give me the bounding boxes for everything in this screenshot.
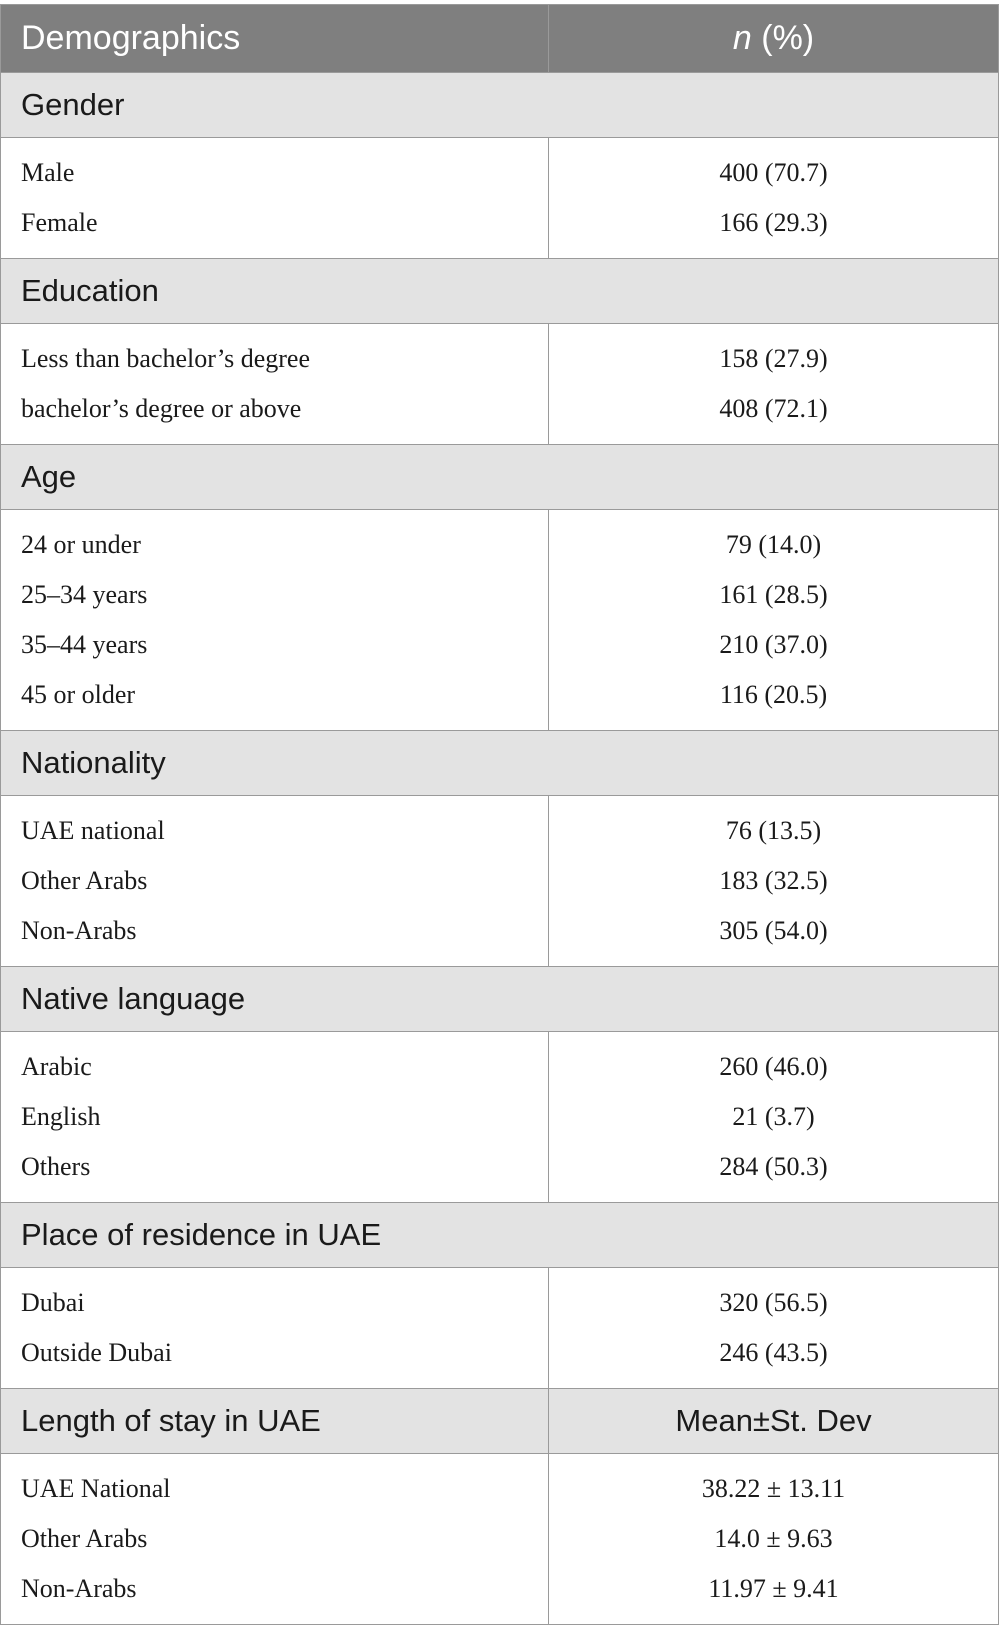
section-body-nationality xyxy=(1,796,999,967)
value-cell xyxy=(549,796,999,967)
row-label: bachelor’s degree or above xyxy=(21,394,302,423)
section-header-age xyxy=(1,445,999,510)
row-label: UAE national xyxy=(21,816,165,845)
label-cell xyxy=(1,510,549,731)
row-value: 246 (43.5) xyxy=(719,1338,828,1367)
section-header-length-of-stay xyxy=(1,1389,999,1454)
row-label: Dubai xyxy=(21,1288,85,1317)
header-n-percent xyxy=(549,5,999,73)
row-value: 11.97 ± 9.41 xyxy=(708,1574,839,1603)
section-header-place-of-residence xyxy=(1,1203,999,1268)
section-right-title: Mean±St. Dev xyxy=(549,1389,999,1454)
demographics-table xyxy=(0,4,999,1625)
row-label: Other Arabs xyxy=(21,866,148,895)
row-value: 158 (27.9) xyxy=(719,344,828,373)
value-cell xyxy=(549,138,999,259)
row-value: 210 (37.0) xyxy=(719,630,828,659)
row-label: 35–44 years xyxy=(21,630,148,659)
value-cell xyxy=(549,1032,999,1203)
section-body-native-language xyxy=(1,1032,999,1203)
row-label: Other Arabs xyxy=(21,1524,148,1553)
row-value: 116 (20.5) xyxy=(719,680,828,709)
section-body-gender xyxy=(1,138,999,259)
row-value: 284 (50.3) xyxy=(719,1152,828,1181)
row-label: Female xyxy=(21,208,98,237)
section-body-place-of-residence xyxy=(1,1268,999,1389)
row-value: 166 (29.3) xyxy=(719,208,828,237)
label-cell xyxy=(1,324,549,445)
section-header-gender xyxy=(1,73,999,138)
row-value: 79 (14.0) xyxy=(725,530,822,559)
row-label: Male xyxy=(21,158,75,187)
section-body-education xyxy=(1,324,999,445)
row-value: 21 (3.7) xyxy=(732,1102,815,1131)
row-value: 400 (70.7) xyxy=(719,158,828,187)
row-value: 260 (46.0) xyxy=(719,1052,828,1081)
section-header-education xyxy=(1,259,999,324)
row-value: 38.22 ± 13.11 xyxy=(701,1474,846,1503)
section-header-native-language xyxy=(1,967,999,1032)
row-label: 25–34 years xyxy=(21,580,148,609)
label-cell xyxy=(1,796,549,967)
label-cell xyxy=(1,1268,549,1389)
section-body-length-of-stay xyxy=(1,1454,999,1625)
row-label: Non-Arabs xyxy=(21,1574,137,1603)
row-label: Non-Arabs xyxy=(21,916,137,945)
value-cell xyxy=(549,1454,999,1625)
row-label: Outside Dubai xyxy=(21,1338,172,1367)
label-cell xyxy=(1,1032,549,1203)
row-value: 161 (28.5) xyxy=(719,580,828,609)
row-label: English xyxy=(21,1102,101,1131)
label-cell xyxy=(1,1454,549,1625)
section-title: Gender xyxy=(1,73,999,138)
section-title: Age xyxy=(1,445,999,510)
header-n: n xyxy=(732,19,752,57)
row-value: 305 (54.0) xyxy=(719,916,828,945)
row-label: UAE National xyxy=(21,1474,171,1503)
row-value: 408 (72.1) xyxy=(719,394,828,423)
table-header-row xyxy=(1,5,999,73)
section-title: Native language xyxy=(1,967,999,1032)
row-label: Less than bachelor’s degree xyxy=(21,344,311,373)
row-value: 320 (56.5) xyxy=(719,1288,828,1317)
value-cell xyxy=(549,510,999,731)
row-label: Arabic xyxy=(21,1052,92,1081)
section-title: Length of stay in UAE xyxy=(1,1389,549,1454)
section-header-nationality xyxy=(1,731,999,796)
row-label: Others xyxy=(21,1152,91,1181)
row-value: 14.0 ± 9.63 xyxy=(714,1524,833,1553)
value-cell xyxy=(549,1268,999,1389)
row-label: 45 or older xyxy=(21,680,136,709)
section-title: Education xyxy=(1,259,999,324)
row-value: 183 (32.5) xyxy=(719,866,828,895)
header-percent: (%) xyxy=(751,19,815,57)
row-value: 76 (13.5) xyxy=(725,816,822,845)
section-title: Nationality xyxy=(1,731,999,796)
section-title: Place of residence in UAE xyxy=(1,1203,999,1268)
section-body-age xyxy=(1,510,999,731)
row-label: 24 or under xyxy=(21,530,141,559)
value-cell xyxy=(549,324,999,445)
header-demographics: Demographics xyxy=(1,5,549,73)
label-cell xyxy=(1,138,549,259)
